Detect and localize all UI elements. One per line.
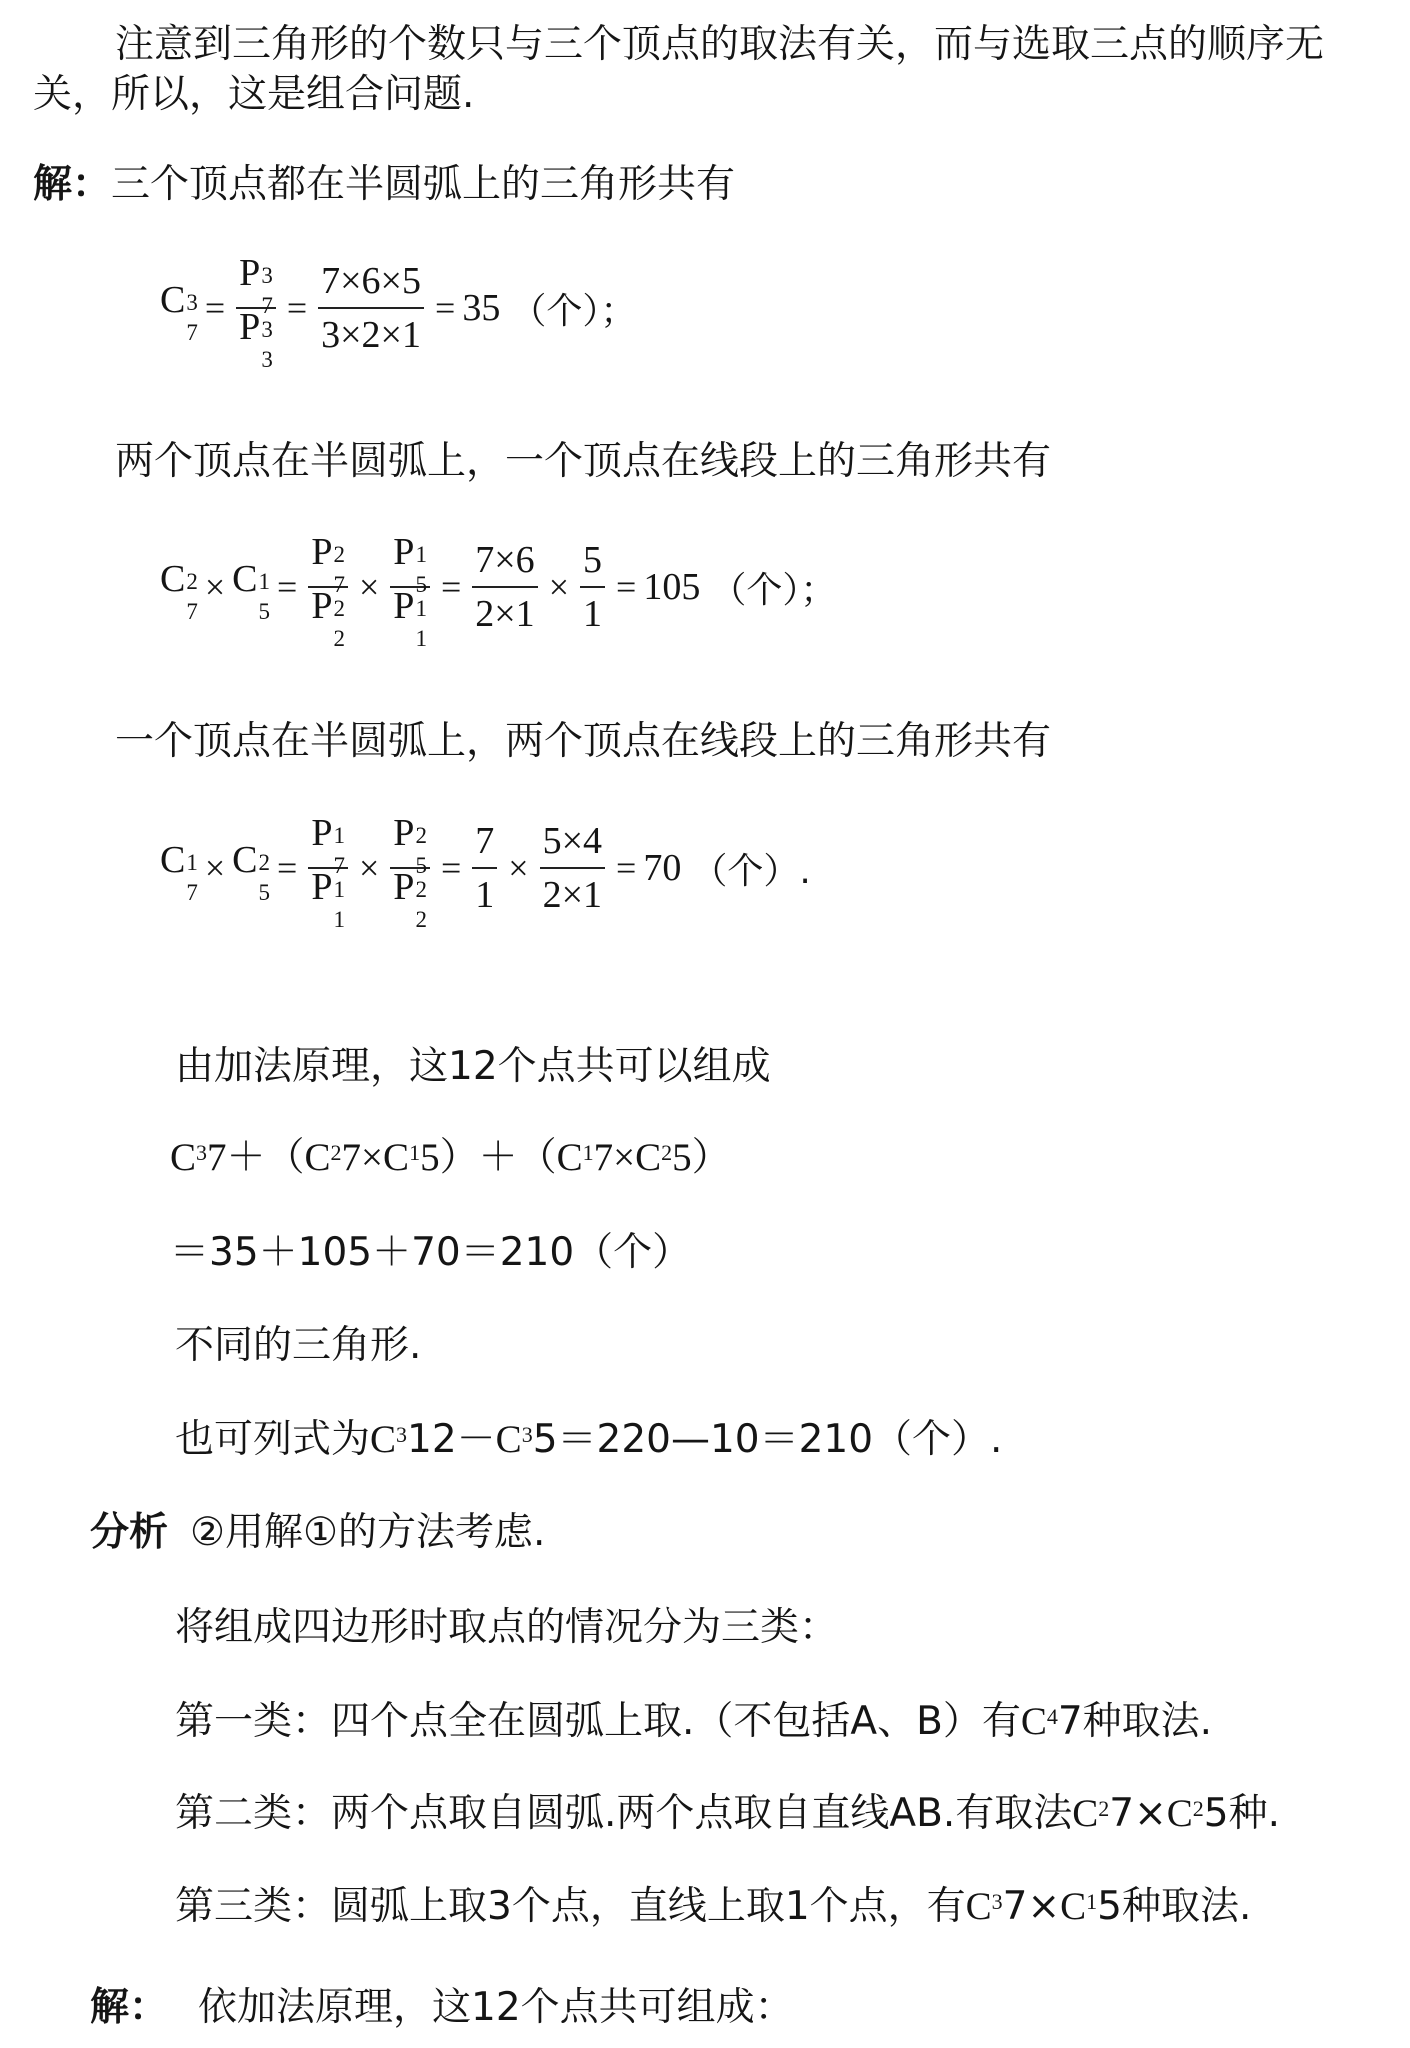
permutation-fraction: P 3 7 P 3 3: [236, 255, 276, 361]
analysis-label: 分析: [90, 1510, 169, 1555]
analysis-text: ②用解①的方法考虑.: [190, 1510, 546, 1555]
solution-heading: [33, 160, 735, 210]
unit-text: （个）.: [691, 850, 811, 892]
intro-line-1: 注意到三角形的个数只与三个顶点的取法有关，而与选取三点的顺序无: [115, 22, 1325, 67]
analysis-heading: [90, 1508, 545, 1558]
intro-line-2: 关，所以，这是组合问题.: [33, 72, 475, 117]
summary-total: ＝35＋105＋70＝210（个）: [170, 1230, 692, 1275]
equation-1: C 3 7 = P 3 7 P 3 3 = $\frac{7\times 6\times 5}{3\times 2\times 1}$ = 35 （个）；: [160, 252, 637, 372]
class-1: 第一类：四个点全在圆弧上取.（不包括A、B）有$C^47$种取法.: [175, 1699, 1213, 1744]
summary-expression: $C^37+(C^27\times C^15)+(C^17\times C^25)$: [170, 1136, 731, 1179]
solution-2-label: 解：: [90, 1985, 169, 2030]
solution-label: 解：: [33, 162, 112, 207]
case-3-text: 一个顶点在半圆弧上，两个顶点在线段上的三角形共有: [115, 719, 1052, 764]
solution-2-heading: [90, 1983, 794, 2033]
result-value: 70: [643, 847, 682, 889]
unit-text: （个）；: [710, 569, 837, 611]
solution-text: 三个顶点都在半圆弧上的三角形共有: [111, 162, 736, 207]
result-value: 35: [462, 287, 501, 329]
class-3: 第三类：圆弧上取3个点，直线上取1个点，有$C^37\times C^15$种取法.: [175, 1884, 1252, 1929]
equation-3: C 1 7 × C 2 5 = P 1 7 P 1 1 × P 2 5 P 2 2 = $\frac{7}{1}$ × $\frac{5\times 4}{2\times 1}$ = 70 （个）.: [160, 812, 811, 932]
summary-line-1: 由加法原理，这12个点共可以组成: [175, 1044, 771, 1089]
result-value: 105: [643, 566, 701, 608]
product-fraction: $\frac{7\times 6\times 5}{3\times 2\times 1}$: [318, 255, 424, 361]
combination-symbol: C 3 7: [160, 279, 198, 345]
solution-2-text: 依加法原理，这12个点共可组成：: [198, 1985, 794, 2030]
summary-line-4: 不同的三角形.: [175, 1323, 422, 1368]
summary-alternative: 也可列式为$C^312-C^35=220—10=210$（个）.: [175, 1417, 1003, 1462]
analysis-line-1: 将组成四边形时取点的情况分为三类：: [175, 1605, 839, 1650]
equation-2: C 2 7 × C 1 5 = P 2 7 P 2 2 × P 1 5 P 1 1 = $\frac{7\times 6}{2\times 1}$ × $\frac{5}{1}$ = 105 （个）；: [160, 531, 837, 651]
case-2-text: 两个顶点在半圆弧上，一个顶点在线段上的三角形共有: [115, 439, 1052, 484]
class-2: 第二类：两个点取自圆弧.两个点取自直线AB.有取法$C^27\times C^25$种.: [175, 1791, 1280, 1836]
unit-text: （个）；: [510, 290, 637, 332]
